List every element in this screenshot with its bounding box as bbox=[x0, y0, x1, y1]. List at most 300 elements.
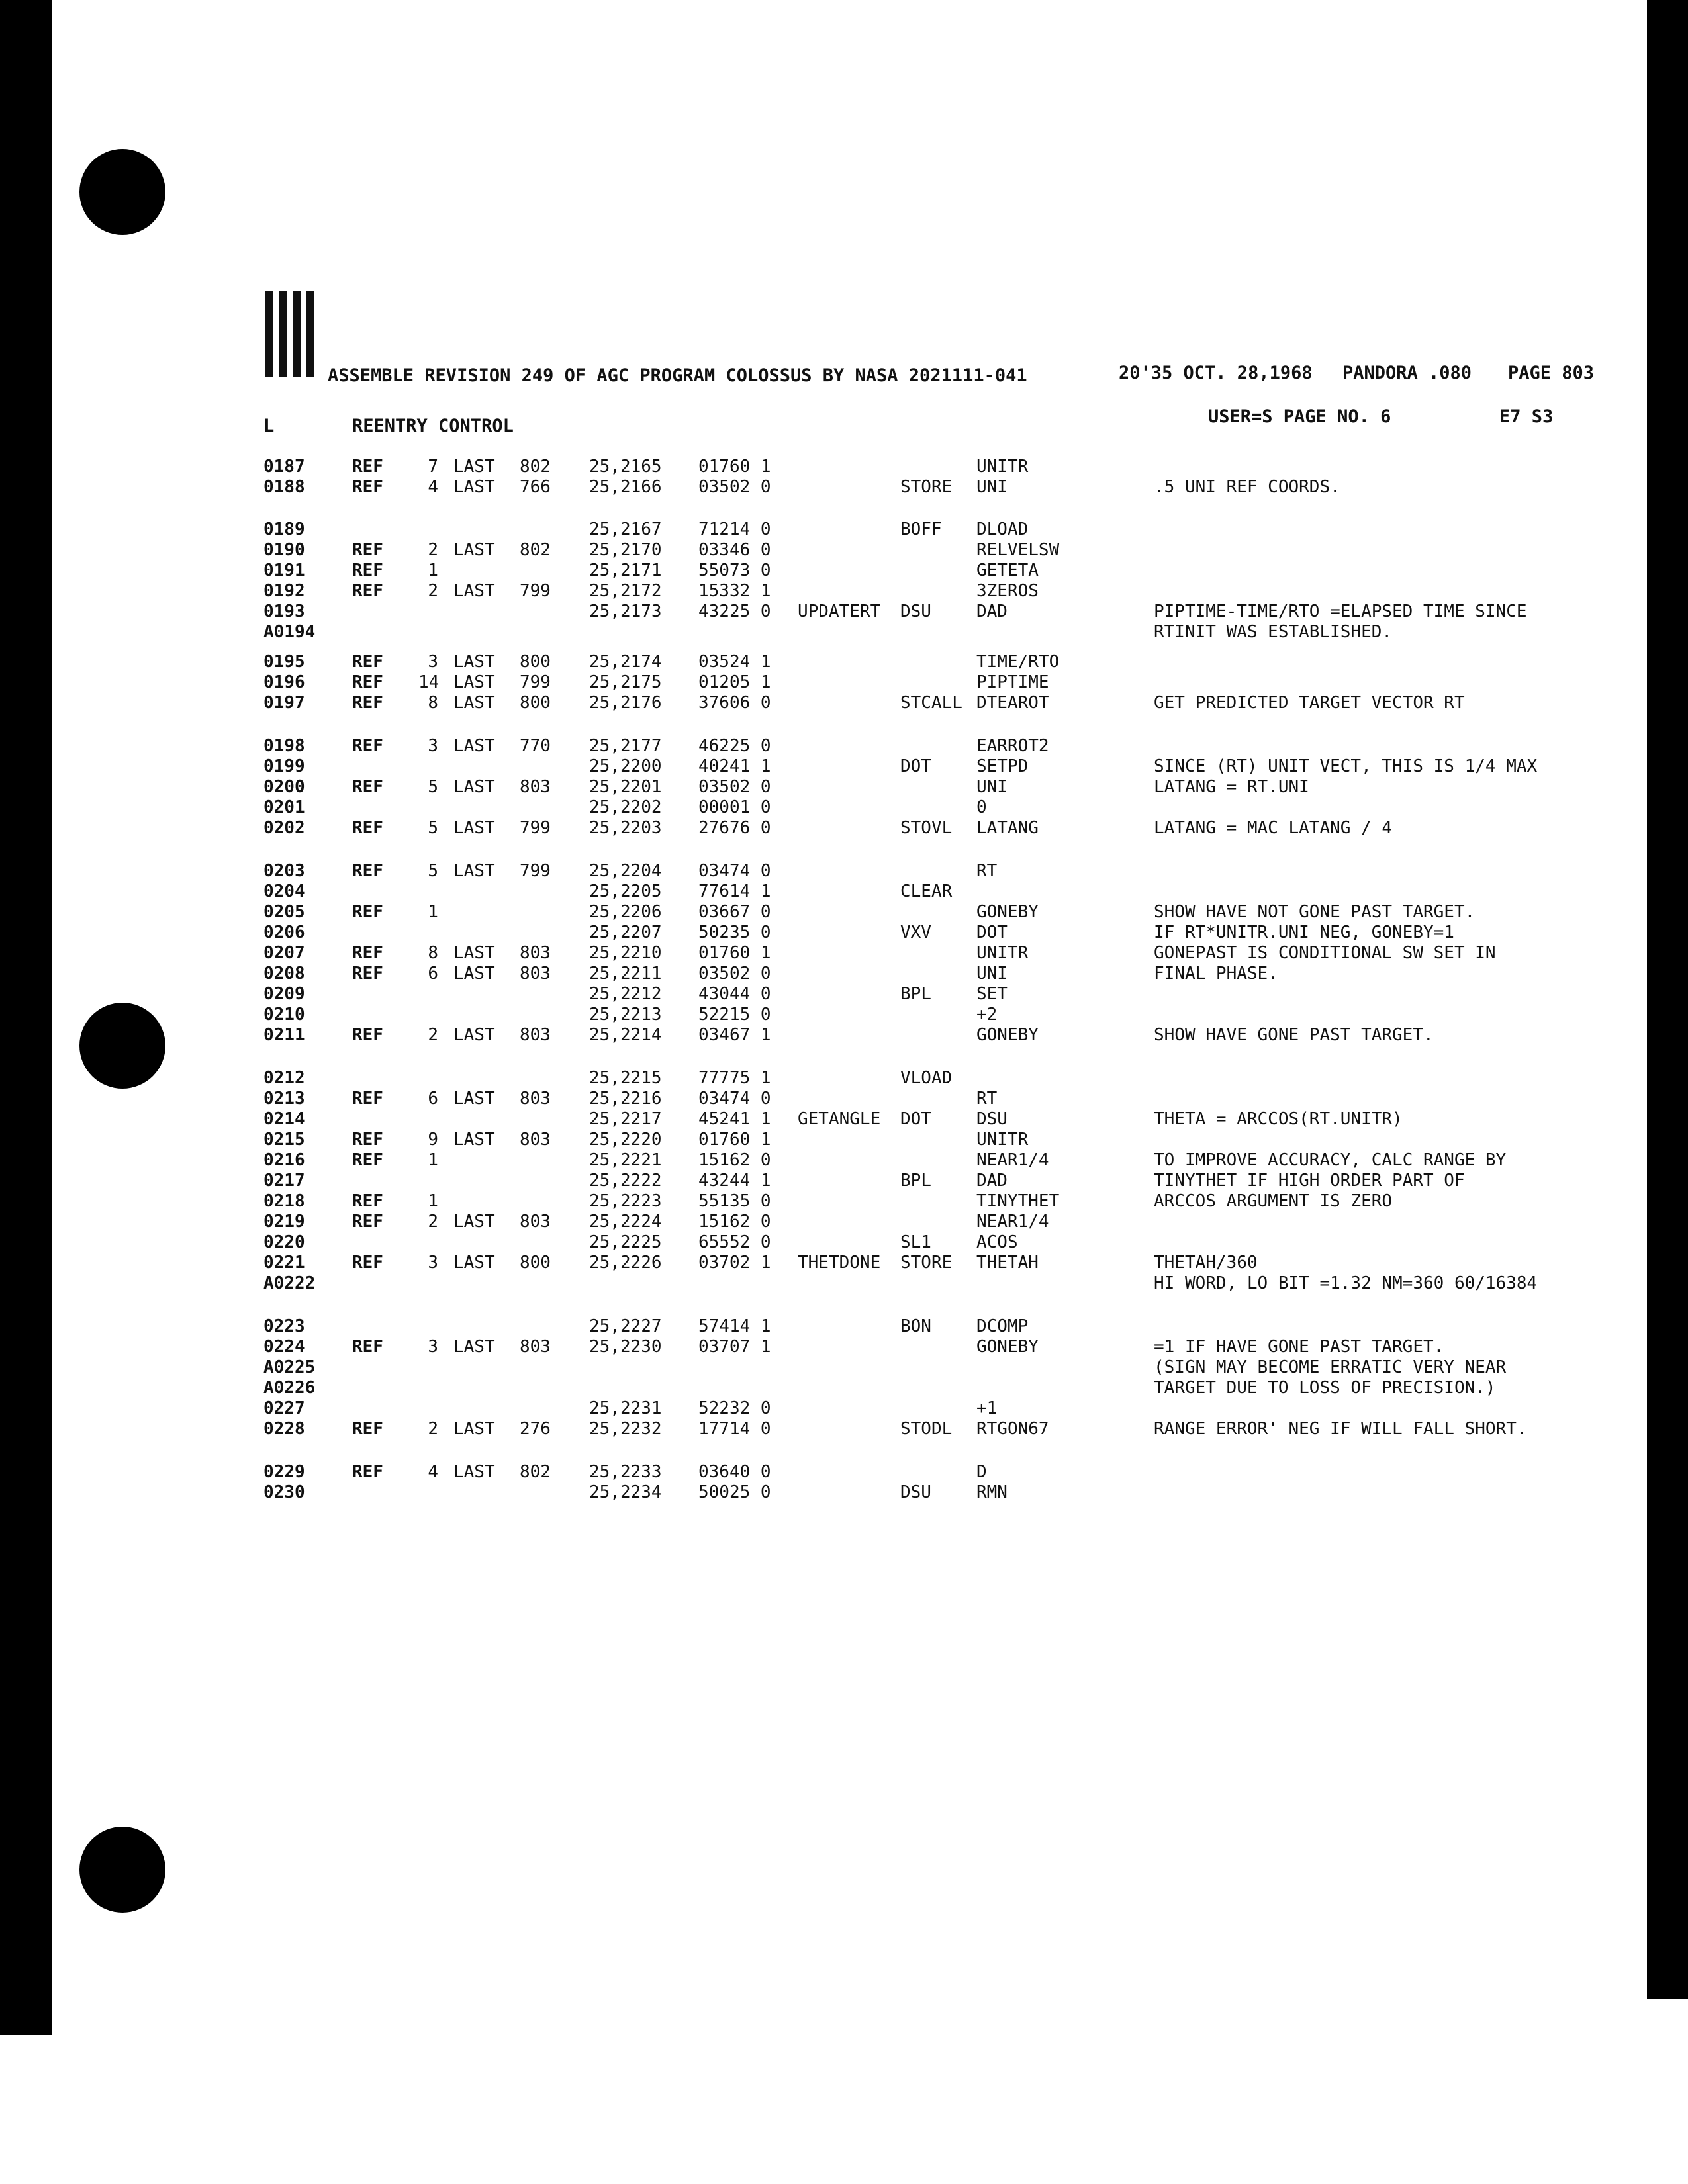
listing-cnt: 1 bbox=[428, 1150, 438, 1170]
listing-lpg: 770 bbox=[520, 736, 551, 756]
listing-seq: 0218 bbox=[263, 1191, 305, 1211]
listing-addr: 25,2166 bbox=[589, 477, 662, 497]
listing-operand: NEAR1/4 bbox=[976, 1212, 1049, 1232]
listing-last: LAST bbox=[453, 777, 495, 797]
listing-addr: 25,2226 bbox=[589, 1253, 662, 1273]
listing-addr: 25,2215 bbox=[589, 1068, 662, 1088]
listing-comment: THETAH/360 bbox=[1154, 1253, 1258, 1273]
listing-row bbox=[0, 861, 1688, 882]
listing-addr: 25,2171 bbox=[589, 561, 662, 580]
listing-word: 03502 0 bbox=[698, 477, 771, 497]
listing-cnt: 3 bbox=[428, 1253, 438, 1273]
listing-comment: SINCE (RT) UNIT VECT, THIS IS 1/4 MAX bbox=[1154, 756, 1538, 776]
listing-last: LAST bbox=[453, 861, 495, 881]
listing-seq: 0202 bbox=[263, 818, 305, 838]
listing-addr: 25,2167 bbox=[589, 520, 662, 539]
listing-word: 03346 0 bbox=[698, 540, 771, 560]
listing-cnt: 2 bbox=[428, 1419, 438, 1439]
listing-last: LAST bbox=[453, 477, 495, 497]
listing-operand: RELVELSW bbox=[976, 540, 1060, 560]
listing-operand: THETAH bbox=[976, 1253, 1039, 1273]
listing-seq: 0230 bbox=[263, 1482, 305, 1502]
listing-last: LAST bbox=[453, 693, 495, 713]
listing-cnt: 7 bbox=[428, 457, 438, 477]
section-title: REENTRY CONTROL bbox=[352, 416, 514, 436]
listing-addr: 25,2227 bbox=[589, 1316, 662, 1336]
listing-addr: 25,2230 bbox=[589, 1337, 662, 1357]
listing-row bbox=[0, 1171, 1688, 1192]
listing-word: 52215 0 bbox=[698, 1005, 771, 1024]
listing-operand: GETETA bbox=[976, 561, 1039, 580]
listing-comment: ARCCOS ARGUMENT IS ZERO bbox=[1154, 1191, 1393, 1211]
listing-seq: A0222 bbox=[263, 1273, 316, 1293]
listing-op: BPL bbox=[900, 984, 931, 1004]
listing-cnt: 3 bbox=[428, 1337, 438, 1357]
listing-row bbox=[0, 984, 1688, 1005]
listing-last: LAST bbox=[453, 1212, 495, 1232]
listing-lpg: 803 bbox=[520, 1089, 551, 1109]
listing-addr: 25,2212 bbox=[589, 984, 662, 1004]
listing-seq: A0194 bbox=[263, 622, 316, 642]
listing-last: LAST bbox=[453, 1253, 495, 1273]
listing-comment: LATANG = RT.UNI bbox=[1154, 777, 1309, 797]
listing-operand: PIPTIME bbox=[976, 672, 1049, 692]
punch-hole-bottom bbox=[79, 1827, 165, 1913]
listing-last: LAST bbox=[453, 672, 495, 692]
listing-datetime: 20'35 OCT. 28,1968 bbox=[1119, 363, 1313, 383]
listing-op: DOT bbox=[900, 756, 931, 776]
listing-lpg: 803 bbox=[520, 1025, 551, 1045]
listing-addr: 25,2224 bbox=[589, 1212, 662, 1232]
listing-lpg: 803 bbox=[520, 943, 551, 963]
listing-comment: GONEPAST IS CONDITIONAL SW SET IN bbox=[1154, 943, 1496, 963]
listing-seq: 0192 bbox=[263, 581, 305, 601]
listing-comment: PIPTIME-TIME/RTO =ELAPSED TIME SINCE bbox=[1154, 602, 1527, 621]
listing-row bbox=[0, 1273, 1688, 1295]
listing-operand: NEAR1/4 bbox=[976, 1150, 1049, 1170]
listing-comment: IF RT*UNITR.UNI NEG, GONEBY=1 bbox=[1154, 923, 1454, 942]
listing-seq: 0201 bbox=[263, 797, 305, 817]
listing-operand: RMN bbox=[976, 1482, 1008, 1502]
listing-ref: REF bbox=[352, 540, 383, 560]
listing-word: 15332 1 bbox=[698, 581, 771, 601]
listing-ref: REF bbox=[352, 1462, 383, 1482]
listing-seq: 0223 bbox=[263, 1316, 305, 1336]
listing-row bbox=[0, 882, 1688, 903]
listing-row bbox=[0, 652, 1688, 673]
listing-row bbox=[0, 1253, 1688, 1274]
listing-last: LAST bbox=[453, 652, 495, 672]
listing-word: 03707 1 bbox=[698, 1337, 771, 1357]
listing-addr: 25,2165 bbox=[589, 457, 662, 477]
listing-row bbox=[0, 1109, 1688, 1130]
listing-addr: 25,2204 bbox=[589, 861, 662, 881]
listing-row bbox=[0, 756, 1688, 778]
listing-last: LAST bbox=[453, 1462, 495, 1482]
listing-comment: RANGE ERROR' NEG IF WILL FALL SHORT. bbox=[1154, 1419, 1527, 1439]
listing-word: 01760 1 bbox=[698, 943, 771, 963]
listing-seq: 0187 bbox=[263, 457, 305, 477]
listing-seq: 0224 bbox=[263, 1337, 305, 1357]
listing-addr: 25,2174 bbox=[589, 652, 662, 672]
listing-seq: 0208 bbox=[263, 964, 305, 983]
listing-word: 57414 1 bbox=[698, 1316, 771, 1336]
listing-last: LAST bbox=[453, 1337, 495, 1357]
listing-addr: 25,2214 bbox=[589, 1025, 662, 1045]
listing-word: 65552 0 bbox=[698, 1232, 771, 1252]
listing-seq: 0196 bbox=[263, 672, 305, 692]
listing-seq: 0227 bbox=[263, 1398, 305, 1418]
listing-ref: REF bbox=[352, 736, 383, 756]
listing-lpg: 799 bbox=[520, 672, 551, 692]
listing-addr: 25,2225 bbox=[589, 1232, 662, 1252]
listing-row bbox=[0, 520, 1688, 541]
listing-row bbox=[0, 561, 1688, 582]
listing-row bbox=[0, 457, 1688, 478]
listing-seq: 0207 bbox=[263, 943, 305, 963]
listing-seq: 0212 bbox=[263, 1068, 305, 1088]
listing-last: LAST bbox=[453, 964, 495, 983]
listing-addr: 25,2176 bbox=[589, 693, 662, 713]
listing-system: PANDORA .080 bbox=[1342, 363, 1472, 383]
listing-row bbox=[0, 1316, 1688, 1338]
listing-ref: REF bbox=[352, 1089, 383, 1109]
listing-operand: GONEBY bbox=[976, 1337, 1039, 1357]
listing-word: 46225 0 bbox=[698, 736, 771, 756]
listing-seq: 0199 bbox=[263, 756, 305, 776]
listing-seq: 0211 bbox=[263, 1025, 305, 1045]
listing-row bbox=[0, 1191, 1688, 1212]
listing-lpg: 800 bbox=[520, 652, 551, 672]
listing-comment: TO IMPROVE ACCURACY, CALC RANGE BY bbox=[1154, 1150, 1507, 1170]
listing-ref: REF bbox=[352, 1130, 383, 1150]
listing-cnt: 2 bbox=[428, 1025, 438, 1045]
listing-addr: 25,2205 bbox=[589, 882, 662, 901]
listing-operand: UNI bbox=[976, 777, 1008, 797]
listing-word: 37606 0 bbox=[698, 693, 771, 713]
listing-row bbox=[0, 1398, 1688, 1420]
listing-operand: DLOAD bbox=[976, 520, 1029, 539]
listing-addr: 25,2232 bbox=[589, 1419, 662, 1439]
listing-word: 00001 0 bbox=[698, 797, 771, 817]
listing-operand: TIME/RTO bbox=[976, 652, 1060, 672]
listing-cnt: 8 bbox=[428, 943, 438, 963]
listing-cnt: 9 bbox=[428, 1130, 438, 1150]
listing-cnt: 4 bbox=[428, 1462, 438, 1482]
listing-row bbox=[0, 672, 1688, 694]
listing-operand: +2 bbox=[976, 1005, 998, 1024]
listing-comment: TARGET DUE TO LOSS OF PRECISION.) bbox=[1154, 1378, 1496, 1398]
listing-row bbox=[0, 1068, 1688, 1089]
listing-row bbox=[0, 1212, 1688, 1233]
listing-word: 55073 0 bbox=[698, 561, 771, 580]
listing-word: 43225 0 bbox=[698, 602, 771, 621]
listing-cnt: 5 bbox=[428, 861, 438, 881]
listing-operand: UNI bbox=[976, 964, 1008, 983]
listing-seq: 0215 bbox=[263, 1130, 305, 1150]
listing-ref: REF bbox=[352, 693, 383, 713]
listing-operand: DAD bbox=[976, 602, 1008, 621]
listing-op: CLEAR bbox=[900, 882, 953, 901]
listing-seq: 0228 bbox=[263, 1419, 305, 1439]
listing-seq: A0226 bbox=[263, 1378, 316, 1398]
listing-addr: 25,2231 bbox=[589, 1398, 662, 1418]
user-page-number: USER=S PAGE NO. 6 bbox=[1208, 406, 1391, 427]
listing-ref: REF bbox=[352, 1337, 383, 1357]
listing-seq: 0217 bbox=[263, 1171, 305, 1191]
listing-word: 43244 1 bbox=[698, 1171, 771, 1191]
listing-operand: UNITR bbox=[976, 1130, 1029, 1150]
listing-cnt: 14 bbox=[418, 672, 440, 692]
listing-lpg: 803 bbox=[520, 777, 551, 797]
listing-addr: 25,2200 bbox=[589, 756, 662, 776]
listing-comment: LATANG = MAC LATANG / 4 bbox=[1154, 818, 1393, 838]
listing-last: LAST bbox=[453, 1025, 495, 1045]
listing-cnt: 4 bbox=[428, 477, 438, 497]
listing-lpg: 799 bbox=[520, 818, 551, 838]
listing-addr: 25,2222 bbox=[589, 1171, 662, 1191]
listing-comment: SHOW HAVE NOT GONE PAST TARGET. bbox=[1154, 902, 1476, 922]
listing-lpg: 276 bbox=[520, 1419, 551, 1439]
listing-operand: EARROT2 bbox=[976, 736, 1049, 756]
listing-addr: 25,2175 bbox=[589, 672, 662, 692]
listing-op: SL1 bbox=[900, 1232, 931, 1252]
listing-word: 17714 0 bbox=[698, 1419, 771, 1439]
listing-seq: 0213 bbox=[263, 1089, 305, 1109]
listing-comment: TINYTHET IF HIGH ORDER PART OF bbox=[1154, 1171, 1465, 1191]
listing-last: LAST bbox=[453, 581, 495, 601]
listing-comment: =1 IF HAVE GONE PAST TARGET. bbox=[1154, 1337, 1444, 1357]
listing-ref: REF bbox=[352, 1419, 383, 1439]
listing-operand: GONEBY bbox=[976, 902, 1039, 922]
listing-lpg: 802 bbox=[520, 1462, 551, 1482]
listing-word: 40241 1 bbox=[698, 756, 771, 776]
listing-ref: REF bbox=[352, 581, 383, 601]
listing-word: 03502 0 bbox=[698, 777, 771, 797]
listing-comment: (SIGN MAY BECOME ERRATIC VERY NEAR bbox=[1154, 1357, 1507, 1377]
listing-operand: UNITR bbox=[976, 457, 1029, 477]
listing-seq: 0204 bbox=[263, 882, 305, 901]
listing-seq: 0210 bbox=[263, 1005, 305, 1024]
listing-op: STCALL bbox=[900, 693, 962, 713]
listing-word: 50235 0 bbox=[698, 923, 771, 942]
listing-row bbox=[0, 923, 1688, 944]
listing-addr: 25,2211 bbox=[589, 964, 662, 983]
listing-ref: REF bbox=[352, 1212, 383, 1232]
listing-addr: 25,2203 bbox=[589, 818, 662, 838]
listing-row bbox=[0, 777, 1688, 798]
listing-seq: 0216 bbox=[263, 1150, 305, 1170]
listing-operand: ACOS bbox=[976, 1232, 1018, 1252]
listing-word: 01760 1 bbox=[698, 1130, 771, 1150]
listing-cnt: 5 bbox=[428, 777, 438, 797]
listing-operand: 3ZEROS bbox=[976, 581, 1039, 601]
listing-cnt: 3 bbox=[428, 736, 438, 756]
listing-addr: 25,2173 bbox=[589, 602, 662, 621]
listing-seq: 0220 bbox=[263, 1232, 305, 1252]
listing-seq: 0219 bbox=[263, 1212, 305, 1232]
listing-operand: LATANG bbox=[976, 818, 1039, 838]
listing-operand: RTGON67 bbox=[976, 1419, 1049, 1439]
listing-seq: 0197 bbox=[263, 693, 305, 713]
listing-operand: SET bbox=[976, 984, 1008, 1004]
listing-row bbox=[0, 622, 1688, 643]
listing-row bbox=[0, 1150, 1688, 1171]
listing-lpg: 802 bbox=[520, 540, 551, 560]
listing-last: LAST bbox=[453, 943, 495, 963]
listing-comment: FINAL PHASE. bbox=[1154, 964, 1278, 983]
listing-op: DSU bbox=[900, 602, 931, 621]
listing-op: BOFF bbox=[900, 520, 942, 539]
listing-addr: 25,2221 bbox=[589, 1150, 662, 1170]
listing-seq: 0206 bbox=[263, 923, 305, 942]
listing-cnt: 2 bbox=[428, 581, 438, 601]
listing-addr: 25,2177 bbox=[589, 736, 662, 756]
listing-addr: 25,2233 bbox=[589, 1462, 662, 1482]
listing-row bbox=[0, 1378, 1688, 1399]
listing-word: 71214 0 bbox=[698, 520, 771, 539]
listing-cnt: 8 bbox=[428, 693, 438, 713]
listing-last: LAST bbox=[453, 1419, 495, 1439]
listing-row bbox=[0, 902, 1688, 923]
listing-op: BPL bbox=[900, 1171, 931, 1191]
listing-operand: TINYTHET bbox=[976, 1191, 1060, 1211]
listing-lpg: 800 bbox=[520, 1253, 551, 1273]
listing-operand: RT bbox=[976, 861, 998, 881]
listing-ref: REF bbox=[352, 672, 383, 692]
listing-label: GETANGLE bbox=[798, 1109, 881, 1129]
listing-seq: 0189 bbox=[263, 520, 305, 539]
listing-last: LAST bbox=[453, 457, 495, 477]
listing-seq: 0193 bbox=[263, 602, 305, 621]
listing-operand: GONEBY bbox=[976, 1025, 1039, 1045]
listing-lpg: 799 bbox=[520, 581, 551, 601]
listing-row bbox=[0, 602, 1688, 623]
listing-addr: 25,2216 bbox=[589, 1089, 662, 1109]
listing-ref: REF bbox=[352, 561, 383, 580]
listing-row bbox=[0, 477, 1688, 498]
listing-row bbox=[0, 540, 1688, 561]
listing-op: STODL bbox=[900, 1419, 953, 1439]
listing-operand: 0 bbox=[976, 797, 987, 817]
listing-seq: 0209 bbox=[263, 984, 305, 1004]
listing-cnt: 2 bbox=[428, 1212, 438, 1232]
listing-row bbox=[0, 797, 1688, 819]
listing-operand: DCOMP bbox=[976, 1316, 1029, 1336]
listing-operand: DSU bbox=[976, 1109, 1008, 1129]
listing-label: UPDATERT bbox=[798, 602, 881, 621]
listing-row bbox=[0, 1025, 1688, 1046]
listing-op: VLOAD bbox=[900, 1068, 953, 1088]
listing-seq: 0195 bbox=[263, 652, 305, 672]
listing-lpg: 803 bbox=[520, 964, 551, 983]
listing-ref: REF bbox=[352, 1150, 383, 1170]
listing-word: 03474 0 bbox=[698, 861, 771, 881]
listing-word: 03467 1 bbox=[698, 1025, 771, 1045]
listing-lpg: 803 bbox=[520, 1130, 551, 1150]
listing-row bbox=[0, 1337, 1688, 1358]
punch-hole-top bbox=[79, 149, 165, 235]
listing-seq: 0191 bbox=[263, 561, 305, 580]
listing-word: 52232 0 bbox=[698, 1398, 771, 1418]
listing-seq: 0214 bbox=[263, 1109, 305, 1129]
listing-ref: REF bbox=[352, 652, 383, 672]
listing-word: 15162 0 bbox=[698, 1150, 771, 1170]
listing-ref: REF bbox=[352, 1191, 383, 1211]
listing-operand: DAD bbox=[976, 1171, 1008, 1191]
listing-op: STORE bbox=[900, 477, 953, 497]
listing-ref: REF bbox=[352, 1253, 383, 1273]
listing-last: LAST bbox=[453, 818, 495, 838]
user-page-right: E7 S3 bbox=[1499, 406, 1554, 427]
listing-addr: 25,2207 bbox=[589, 923, 662, 942]
listing-row bbox=[0, 1232, 1688, 1253]
listing-word: 01205 1 bbox=[698, 672, 771, 692]
listing-op: STORE bbox=[900, 1253, 953, 1273]
listing-ref: REF bbox=[352, 777, 383, 797]
listing-last: LAST bbox=[453, 1130, 495, 1150]
listing-label: THETDONE bbox=[798, 1253, 881, 1273]
listing-word: 01760 1 bbox=[698, 457, 771, 477]
listing-row bbox=[0, 1482, 1688, 1504]
listing-cnt: 5 bbox=[428, 818, 438, 838]
log-section-marker: L bbox=[263, 416, 275, 436]
listing-word: 03474 0 bbox=[698, 1089, 771, 1109]
listing-ref: REF bbox=[352, 902, 383, 922]
listing-operand: DTEAROT bbox=[976, 693, 1049, 713]
listing-lpg: 799 bbox=[520, 861, 551, 881]
listing-seq: 0200 bbox=[263, 777, 305, 797]
listing-word: 50025 0 bbox=[698, 1482, 771, 1502]
listing-lpg: 802 bbox=[520, 457, 551, 477]
listing-op: STOVL bbox=[900, 818, 953, 838]
listing-ref: REF bbox=[352, 457, 383, 477]
listing-lpg: 766 bbox=[520, 477, 551, 497]
barcode-mark bbox=[265, 291, 314, 377]
listing-row bbox=[0, 1130, 1688, 1151]
listing-comment: GET PREDICTED TARGET VECTOR RT bbox=[1154, 693, 1465, 713]
listing-addr: 25,2234 bbox=[589, 1482, 662, 1502]
listing-row bbox=[0, 1005, 1688, 1026]
listing-seq: 0229 bbox=[263, 1462, 305, 1482]
listing-last: LAST bbox=[453, 540, 495, 560]
listing-cnt: 6 bbox=[428, 964, 438, 983]
listing-lpg: 803 bbox=[520, 1212, 551, 1232]
listing-cnt: 3 bbox=[428, 652, 438, 672]
listing-word: 27676 0 bbox=[698, 818, 771, 838]
listing-operand: UNI bbox=[976, 477, 1008, 497]
listing-addr: 25,2213 bbox=[589, 1005, 662, 1024]
listing-operand: RT bbox=[976, 1089, 998, 1109]
listing-addr: 25,2170 bbox=[589, 540, 662, 560]
listing-page: PAGE 803 bbox=[1508, 363, 1595, 383]
listing-word: 03702 1 bbox=[698, 1253, 771, 1273]
listing-row bbox=[0, 1462, 1688, 1483]
listing-addr: 25,2210 bbox=[589, 943, 662, 963]
listing-seq: 0203 bbox=[263, 861, 305, 881]
listing-row bbox=[0, 1357, 1688, 1379]
listing-cnt: 1 bbox=[428, 1191, 438, 1211]
listing-seq: 0205 bbox=[263, 902, 305, 922]
listing-ref: REF bbox=[352, 861, 383, 881]
listing-comment: .5 UNI REF COORDS. bbox=[1154, 477, 1340, 497]
listing-word: 03667 0 bbox=[698, 902, 771, 922]
listing-word: 03524 1 bbox=[698, 652, 771, 672]
listing-op: VXV bbox=[900, 923, 931, 942]
listing-comment: RTINIT WAS ESTABLISHED. bbox=[1154, 622, 1393, 642]
listing-op: DOT bbox=[900, 1109, 931, 1129]
listing-row bbox=[0, 943, 1688, 964]
